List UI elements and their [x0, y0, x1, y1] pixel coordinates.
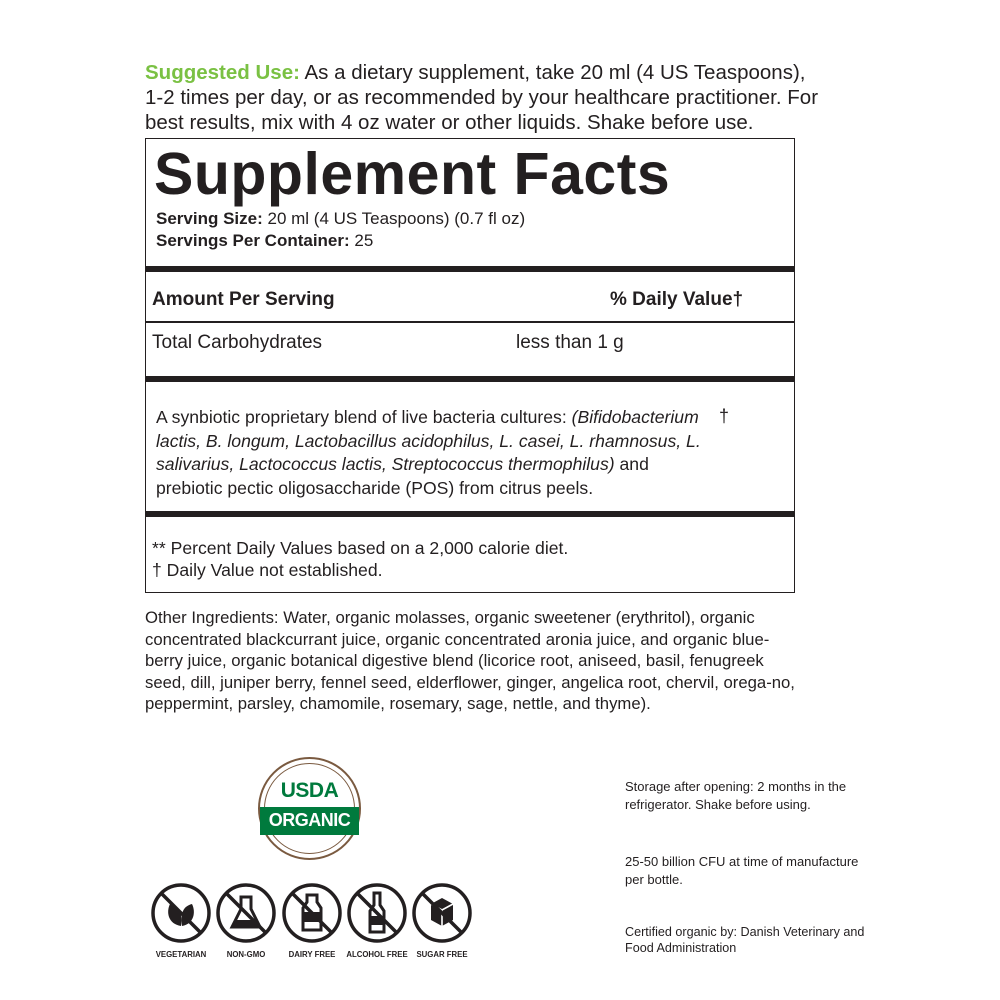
servings-per-container-value: 25 — [349, 231, 374, 250]
cfu-note: 25-50 billion CFU at time of manufacture per bottle. — [625, 854, 859, 887]
suggested-use-label: Suggested Use: — [145, 61, 300, 84]
seal-top-text: USDA — [280, 779, 339, 802]
flask-icon — [215, 882, 277, 944]
badge-alcohol-free — [346, 882, 408, 959]
nutrient-name: Total Carbohydrates — [152, 332, 323, 353]
other-ingredients-label: Other Ingredients: — [145, 608, 279, 627]
other-ingredients-text: Water, organic molasses, organic sweetener (erythritol), organic concentrated blackcurrant juice, organic concentrated aronia juice, and organic blue-berry juice, organic botanical digestive blend (licorice root, aniseed, basil, fenugreek seed, dill, juniper berry, fennel seed, elderflower, ginger, angelica root, chervil, orega-no, peppermint, parsley, chamomile, rosemary, sage, nettle, and thyme). — [145, 608, 795, 713]
wine-bottle-icon — [346, 882, 408, 944]
badge-dairy-free — [281, 882, 343, 959]
suggested-use — [145, 60, 825, 135]
badge-label: ALCOHOL FREE — [346, 950, 408, 959]
footnote-dagger: † Daily Value not established. — [152, 560, 383, 580]
blend-end: and prebiotic pectic oligosaccharide (POS) from citrus peels. — [156, 454, 649, 498]
nutrient-amount: less than 1 g — [516, 332, 624, 353]
thick-rule — [146, 266, 794, 272]
servings-per-container-label: Servings Per Container: — [156, 231, 350, 250]
usda-organic-seal — [258, 757, 361, 860]
proprietary-blend — [156, 406, 716, 500]
sugar-cube-icon — [411, 882, 473, 944]
supplement-facts-panel — [145, 138, 795, 593]
storage-note: Storage after opening: 2 months in the refrigerator. Shake before using. — [625, 779, 847, 812]
suggested-use-text: As a dietary supplement, take 20 ml (4 US Teaspoons), 1-2 times per day, or as recommended by your healthcare practitioner. For best results, mix with 4 oz water or other liquids. Shake before use. — [145, 61, 819, 134]
serving-size — [156, 209, 525, 229]
other-ingredients — [145, 607, 795, 715]
daily-value-header: % Daily Value† — [610, 289, 744, 310]
blend-intro: A synbiotic proprietary blend of live bacteria cultures: — [156, 407, 572, 427]
badge-label: VEGETARIAN — [155, 950, 207, 959]
bottle-icon — [281, 882, 343, 944]
badge-vegetarian — [150, 882, 212, 959]
amount-per-serving-header: Amount Per Serving — [152, 289, 335, 310]
thick-rule — [146, 511, 794, 517]
serving-size-value: 20 ml (4 US Teaspoons) (0.7 fl oz) — [262, 209, 526, 228]
seal-bottom-text: ORGANIC — [268, 810, 351, 830]
servings-per-container — [156, 231, 373, 251]
blend-cultures: (Bifidobacterium lactis, B. longum, Lactobacillus acidophilus, L. casei, L. rhamnosus, L. salivarius, Lactococcus lactis, Streptococcus thermophilus) — [156, 407, 701, 474]
serving-size-label: Serving Size: — [156, 209, 263, 228]
certified-note: Certified organic by: Danish Veterinary and Food Administration — [625, 925, 865, 955]
badge-sugar-free — [411, 882, 473, 959]
badge-label: DAIRY FREE — [288, 950, 336, 959]
badge-non-gmo — [215, 882, 277, 959]
thin-rule — [146, 321, 794, 323]
badge-label: NON-GMO — [226, 950, 266, 959]
leaf-icon — [150, 882, 212, 944]
thick-rule — [146, 376, 794, 382]
footnote-percent-dv: ** Percent Daily Values based on a 2,000 calorie diet. — [152, 538, 569, 558]
blend-daily-value: † — [719, 406, 730, 426]
facts-title: Supplement Facts — [154, 141, 671, 207]
badge-label: SUGAR FREE — [416, 950, 468, 959]
